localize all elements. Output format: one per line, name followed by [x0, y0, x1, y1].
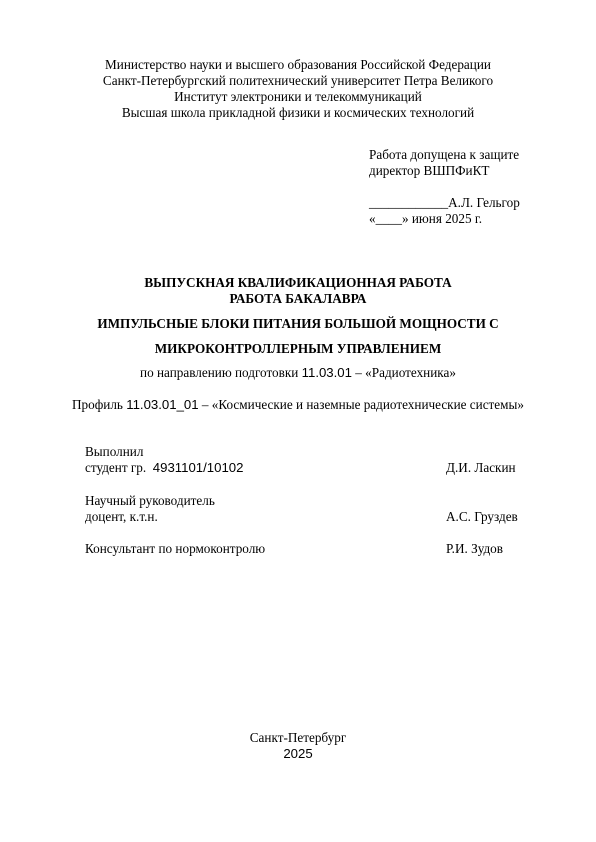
- supervisor-name: А.С. Груздев: [446, 509, 518, 524]
- ministry-line: Министерство науки и высшего образования Российской Федерации: [105, 57, 491, 72]
- profile-line: [0, 397, 596, 413]
- author-group-line: [85, 460, 243, 476]
- approval-line: Работа допущена к защите: [369, 147, 520, 162]
- direction-line: [0, 365, 596, 381]
- author-group-prefix: студент гр.: [85, 460, 153, 475]
- approval-signer: А.Л. Гельгор: [448, 195, 520, 210]
- university-line: Санкт-Петербургский политехнический университет Петра Великого: [102, 73, 494, 88]
- topic-line1: ИМПУЛЬСНЫЕ БЛОКИ ПИТАНИЯ БОЛЬШОЙ МОЩНОСТИ С: [97, 316, 499, 331]
- author-group: 4931101/10102: [152, 460, 244, 475]
- profile-code: 11.03.01_01: [126, 397, 199, 412]
- date-blank: ____: [375, 211, 402, 226]
- approval-signature: [369, 195, 520, 211]
- work-type-line1: ВЫПУСКНАЯ КВАЛИФИКАЦИОННАЯ РАБОТА: [144, 275, 452, 290]
- institute-line: Институт электроники и телекоммуникаций: [174, 89, 422, 104]
- footer-year: 2025: [283, 746, 313, 761]
- date-open-quote: «: [369, 211, 376, 226]
- topic-line2: МИКРОКОНТРОЛЛЕРНЫМ УПРАВЛЕНИЕМ: [154, 341, 442, 356]
- consultant-label: Консультант по нормоконтролю: [85, 541, 266, 556]
- profile-suffix: – «Космические и наземные радиотехнические системы»: [198, 397, 524, 412]
- direction-prefix: по направлению подготовки: [140, 365, 302, 380]
- supervisor-title: доцент, к.т.н.: [85, 509, 158, 524]
- approval-director: директор ВШПФиКТ: [369, 163, 490, 178]
- supervisor-label: Научный руководитель: [85, 493, 215, 508]
- author-label: Выполнил: [85, 444, 144, 459]
- direction-code: 11.03.01: [301, 365, 352, 380]
- direction-suffix: – «Радиотехника»: [351, 365, 456, 380]
- footer-city: Санкт-Петербург: [249, 730, 347, 745]
- school-line: Высшая школа прикладной физики и космических технологий: [121, 105, 475, 120]
- author-name: Д.И. Ласкин: [446, 460, 516, 475]
- profile-prefix: Профиль: [72, 397, 127, 412]
- approval-date: [369, 211, 482, 227]
- consultant-name: Р.И. Зудов: [446, 541, 503, 556]
- work-type-line2: РАБОТА БАКАЛАВРА: [229, 291, 367, 306]
- date-rest: » июня 2025 г.: [401, 211, 483, 226]
- signature-blank: ____________: [369, 195, 449, 210]
